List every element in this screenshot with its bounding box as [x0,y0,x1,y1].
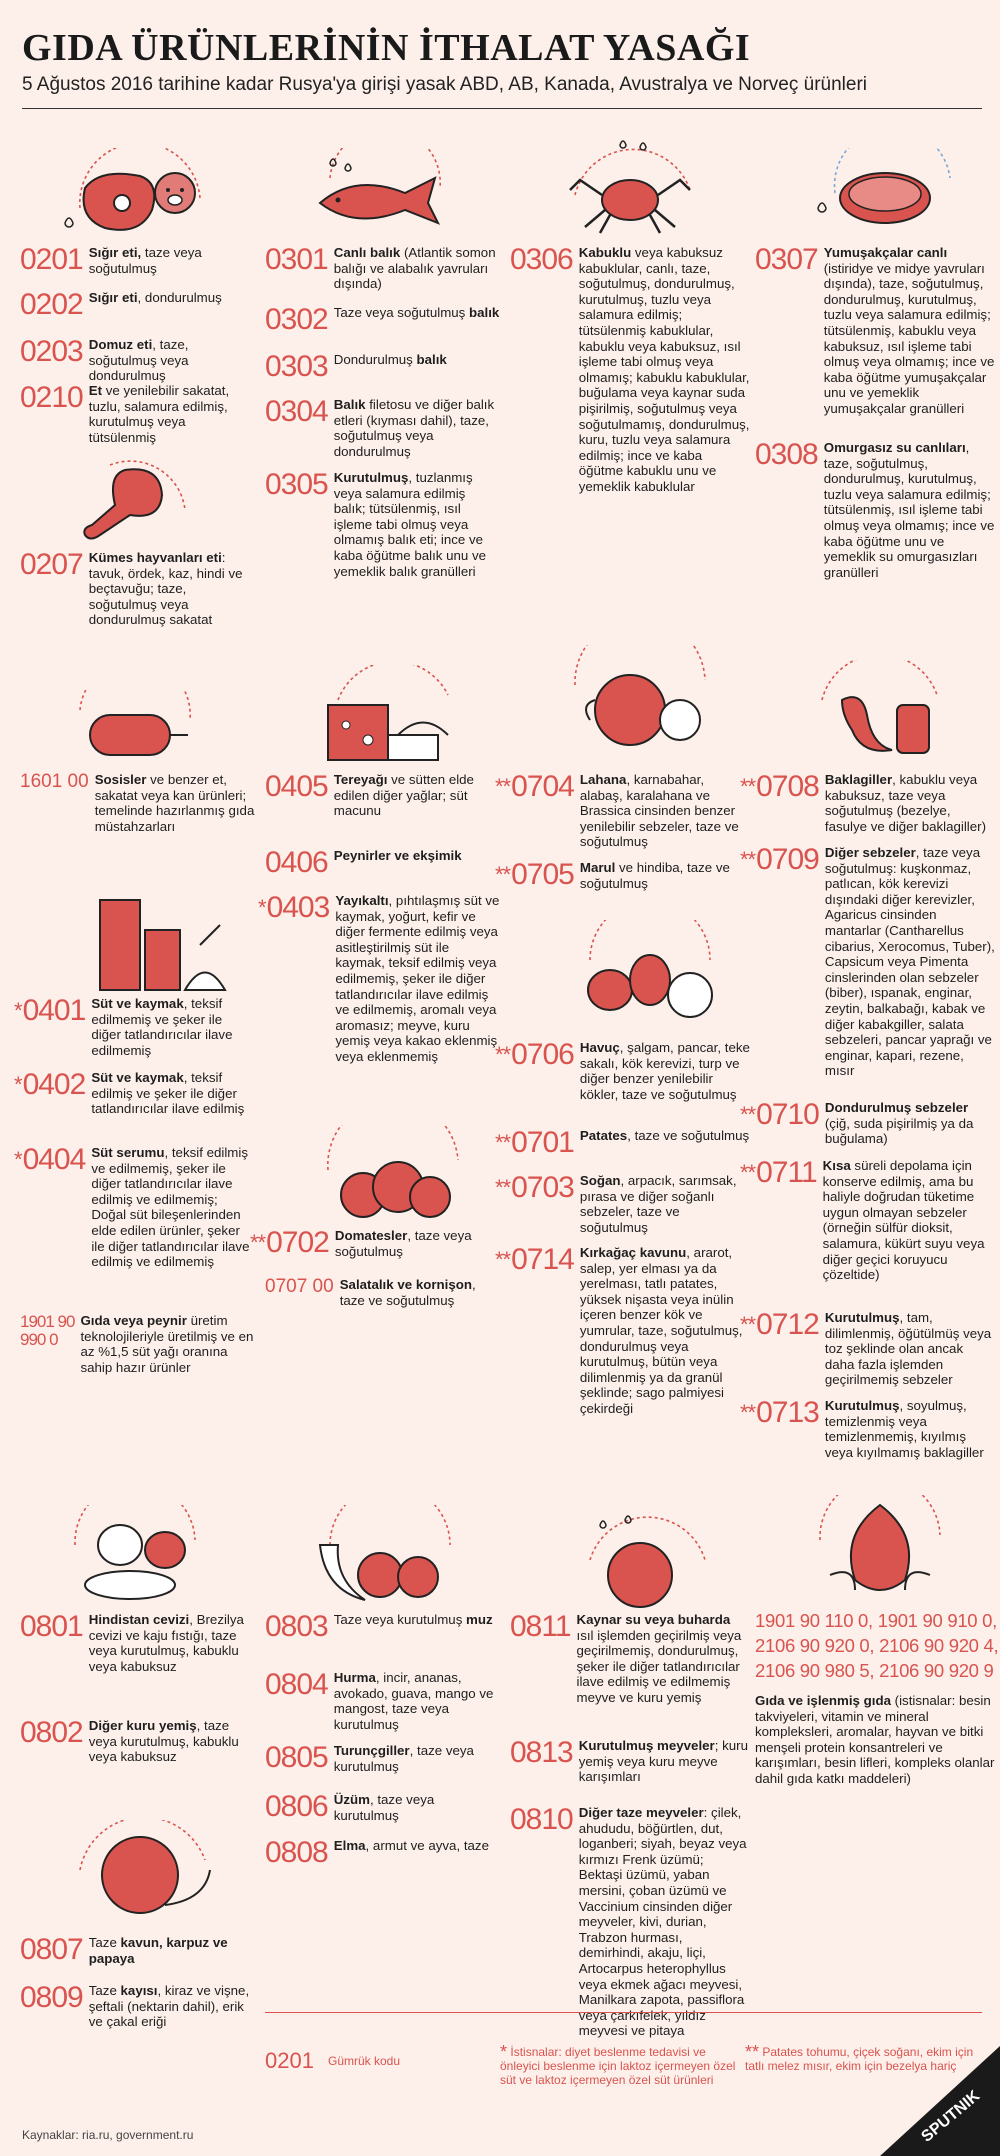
item-description: Kısa süreli depolama için konserve edilmiş, ama bu haliyle doğrudan tüketime uygun olmayan sebzeler (örneğin sülfür dioksit, salamura, kükürt suyu veya diğer geçici koruyucu çözeltide) [822,1158,985,1283]
item-description: Gıda veya peynir üretim teknolojileriyle üretilmiş ve en az %1,5 süt yağı oranına sahip hazır ürünler [80,1313,254,1375]
item-description: Lahana, karnabahar, alabaş, karalahana ve Brassica cinsinden benzer yenilebilir sebzeler, taze ve soğutulmuş [579,772,739,850]
meat-icon [60,148,210,248]
item-0302 [265,305,500,335]
item-0207 [20,550,255,628]
customs-code: 0203 [20,335,83,368]
item-description: Sosisler ve benzer et, sakatat veya kan ürünleri; temelinde hazırlanmış gıda müstahzarları [94,772,255,834]
item-description: Marul ve hindiba, taze ve soğutulmuş [579,860,730,891]
customs-code: 1601 00 [20,771,89,792]
fruits-icon [310,1505,460,1610]
cheese-icon [318,665,468,765]
item-description: Kümes hayvanları eti: tavuk, ördek, kaz, hindi ve beçtavuğu; taze, soğutulmuş veya dondurulmuş sakatat [88,550,243,628]
item-description: Soğan, arpacık, sarımsak, pırasa ve diğer soğanlı sebzeler, taze ve soğutulmuş [579,1173,737,1235]
item-0706 [495,1040,750,1102]
item-description: Hindistan cevizi, Brezilya cevizi ve kaju fıstığı, taze veya kurutulmuş, kabuklu veya kabuksuz [88,1612,244,1674]
item-description: Balık filetosu ve diğer balık etleri (kıyması dahil), taze, soğutulmuş veya dondurulmuş [333,397,495,459]
customs-code: 0405 [265,770,328,803]
item-1601-00 [20,772,255,834]
customs-code: 0707 00 [265,1276,334,1297]
item-description: Et ve yenilebilir sakatat, tuzlu, salamura edilmiş, kurutulmuş veya tütsülenmiş [88,383,230,445]
customs-code: 0808 [265,1836,328,1869]
item-0710 [740,1100,995,1147]
customs-code: **0709 [740,843,819,876]
item-0711 [740,1158,995,1283]
item-description: Diğer sebzeler, taze veya soğutulmuş: kuşkonmaz, patlıcan, kök kerevizi dışındaki diğer kerevizler, Agaricus cinsinden mantarlar (Cantharellus cibarius, Xerocomus, Tuber), Capsicum veya Pimenta cinslerinden olan sebzeler (biber), ıspanak, enginar, zeytin, balkabağı, kabak ve diğer kabakgiller, salata sebzeleri, pancar yaprağı ve enginar, kapari, rezene, mısır [824,845,995,1079]
item-0704 [495,772,750,850]
customs-code: 0810 [510,1803,573,1836]
vegetables-icon [560,645,720,755]
customs-code: 1901 90 110 0, 1901 90 910 0, [755,1610,997,1631]
item-0307 [755,245,995,417]
tomatoes-icon [318,1125,468,1225]
customs-code: 0305 [265,468,328,501]
item-description: Taze veya soğutulmuş balık [333,305,500,320]
item-0201 [20,245,255,276]
item-description: Hurma, incir, ananas, avokado, guava, mango ve mangost, taze veya kurutulmuş [333,1670,494,1732]
item-0202 [20,290,255,320]
item-1901-90 [20,1313,255,1375]
item-description: Salatalık ve kornişon, taze ve soğutulmuş [339,1277,476,1308]
legend-text: Gümrük kodu [328,2054,401,2068]
customs-code: 0803 [265,1610,328,1643]
legumes-icon [812,660,952,760]
item-0804 [265,1670,500,1732]
page-subtitle: 5 Ağustos 2016 tarihine kadar Rusya'ya girişi yasak ABD, AB, Kanada, Avustralya ve Norveç ürünleri [22,74,868,95]
customs-code: 0202 [20,288,83,321]
item-description: Havuç, şalgam, pancar, teke sakalı, kök kerevizi, turp ve diğer benzer yenilebilir kökler, taze ve soğutulmuş [579,1040,750,1102]
customs-code: *0404 [14,1143,86,1176]
item-0811 [510,1612,750,1706]
item-description: Diğer taze meyveler: çilek, ahududu, böğürtlen, dut, loganberi; siyah, beyaz veya kırmızı Frenk üzümü; Bektaşi üzümü, yaban mersini, çoban üzümü ve Vaccinium cinsinden diğer meyveler, kivi, durian, Trabzon hurması, demirhindi, akaju, liçi, Artocarpus heterophyllus veya ekmek ağacı meyvesi, Manilkara zapota, passiflora veya çarkıfelek, yıldız meyvesi ve pitaya [578,1805,747,2039]
item-0809 [20,1983,255,2030]
item-0405 [265,772,500,819]
item-0701 [495,1128,750,1158]
customs-code: 0807 [20,1933,83,1966]
item-description: Süt serumu, teksif edilmiş ve edilmemiş, şeker ile diğer tatlandırıcılar ilave edilmiş ve edilmemiş; Doğal süt bileşenlerinden elde edilen ürünler, şeker ile diğer tatlandırıcılar ilave edilmiş ve edilmemiş [91,1145,250,1270]
customs-code: **0705 [495,858,574,891]
fish-icon [310,148,450,238]
customs-code: *0402 [14,1068,86,1101]
customs-code: 0302 [265,303,328,336]
roots-icon [570,920,730,1030]
customs-code: **0714 [495,1243,574,1276]
item-0210 [20,383,255,445]
customs-code: 0802 [20,1716,83,1749]
sausage-icon [70,690,200,780]
item-description: Kurutulmuş, tam, dilimlenmiş, öğütülmüş veya toz şeklinde olan ancak daha fazla işlemden geçirilmemiş sebzeler [824,1310,992,1388]
item-0404 [14,1145,254,1270]
customs-code: 0806 [265,1790,328,1823]
item-0810 [510,1805,750,2039]
item-0406 [265,848,500,878]
customs-code: 0201 [20,243,83,276]
customs-code: 0301 [265,243,328,276]
customs-code: 0210 [20,381,83,414]
item-0712 [740,1310,995,1388]
item-0203 [20,337,255,384]
customs-code: 0811 [510,1610,571,1643]
item-description: Baklagiller, kabuklu veya kabuksuz, taze veya soğutulmuş (bezelye, fasulye ve diğer baklagiller) [824,772,986,834]
item-description: Taze veya kurutulmuş muz [333,1612,493,1627]
item-description: Süt ve kaymak, teksif edilmemiş ve şeker ile diğer tatlandırıcılar ilave edilmemiş [91,996,233,1058]
customs-code: **0701 [495,1126,574,1159]
customs-code: **0711 [740,1156,817,1189]
item-description: Kurutulmuş, tuzlanmış veya salamura edilmiş balık; tütsülenmiş, ısıl işleme tabi olmuş veya olmamış balık eti; ince ve kaba öğütme balık unu ve yemeklik balık granülleri [333,470,487,579]
footer-divider [265,2012,982,2013]
source-credits: Kaynaklar: ria.ru, government.ru [22,2128,194,2142]
item-description: Dondurulmuş balık [333,352,447,367]
customs-code: **0704 [495,770,574,803]
item-0806 [265,1792,500,1823]
item-0714 [495,1245,750,1417]
item-description: Kırkağaç kavunu, ararot, salep, yer elması ya da yerelması, tatlı patates, yüksek nişasta veya inülin içeren benzer kök ve yumrular, taze, soğutulmuş, dondurulmuş veya kurutulmuş, bütün veya dilimlenmiş ya da granül şeklinde; sago palmiyesi çekirdeği [579,1245,743,1416]
customs-code: 0801 [20,1610,83,1643]
item-description: Dondurulmuş sebzeler (çiğ, suda pişirilmiş ya da buğulama) [824,1100,974,1147]
milk-icon [90,885,230,995]
customs-code: 0813 [510,1736,573,1769]
customs-code: *0401 [14,994,86,1027]
item-description: Kaynar su veya buharda ısıl işlemden geçirilmiş veya geçirilmemiş, dondurulmuş, şeker ile diğer tatlandırıcılar ilave edilmiş ve edilmemiş meyve ve kuru yemiş [576,1612,742,1705]
customs-code: **0708 [740,770,819,803]
item-0301 [265,245,500,292]
customs-code: 1901 90 990 0 [20,1312,75,1349]
item-description: Domuz eti, taze, soğutulmuş veya dondurulmuş [88,337,189,384]
item-0713 [740,1398,995,1460]
customs-code: 0308 [755,438,818,471]
item-0709 [740,845,995,1079]
customs-code: 0805 [265,1741,328,1774]
item-0708 [740,772,995,834]
berries-icon [570,1505,720,1610]
item-description: Canlı balık (Atlantik somon balığı ve alabalık yavruları dışında) [333,245,496,292]
item-description: Domatesler, taze veya soğutulmuş [334,1228,472,1259]
item-0401 [14,996,254,1058]
item-description: Gıda ve işlenmiş gıda (istisnalar: besin takviyeleri, vitamin ve mineral kompleksleri, aromalar, hayvan ve bitki menşeli protein konsantreleri ve karışımları, besin lifleri, kompleks olanlar dahil gıda katkı maddeleri) [755,1693,995,1786]
item-0705 [495,860,750,891]
customs-code: 0306 [510,243,573,276]
item-0304 [265,397,500,459]
item-description: Patates, taze ve soğutulmuş [579,1128,750,1143]
nuts-icon [65,1505,205,1605]
customs-code: **0706 [495,1038,574,1071]
item-description: Sığır eti, taze veya soğutulmuş [88,245,202,276]
customs-code: 0804 [265,1668,328,1701]
item-0707-00 [265,1277,500,1308]
footnote-single: * İstisnalar: diyet beslenme tedavisi ve önleyici beslenme için laktoz içermeyen özel süt ve laktoz içermeyen özel süt ürünleri [500,2042,736,2087]
item-0303 [265,352,500,382]
item-description: Kurutulmuş, soyulmuş, temizlenmiş veya temizlenmemiş, kıyılmış veya kıyılmamış baklagiller [824,1398,984,1460]
item-0813 [510,1738,750,1785]
header-divider [22,108,982,109]
item-0802 [20,1718,255,1765]
item-description: Diğer kuru yemiş, taze veya kurutulmuş, kabuklu veya kabuksuz [88,1718,239,1765]
item-description: Taze kayısı, kiraz ve vişne, şeftali (nektarin dahil), erik ve çakal eriği [88,1983,250,2030]
item-0801 [20,1612,255,1674]
footnote-double: ** Patates tohumu, çiçek soğanı, ekim için tatlı melez mısır, ekim için bezelya hariç [745,2042,974,2073]
item-description: Taze kavun, karpuz ve papaya [88,1935,228,1966]
item-description: Turunçgiller, taze veya kurutulmuş [333,1743,474,1774]
customs-code: **0712 [740,1308,819,1341]
item-description: Kabuklu veya kabuksuz kabuklular, canlı, taze, soğutulmuş, dondurulmuş, kurutulmuş, tuzlu veya salamura edilmiş; tütsülenmiş kabuklular, kabuklu veya kabuksuz, ısıl işleme tabi olmuş veya olmamış; kabuklu kabuklular, buğulama veya kaynar suda pişirilmiş, soğutulmuş veya soğutulmamış, dondurulmuş, kuru, tuzlu veya salamura edilmiş; ince ve kaba öğütme kabuklu unu ve yemeklik kabuklular [578,245,750,494]
item-description: Süt ve kaymak, teksif edilmiş ve şeker ile diğer tatlandırıcılar ilave edilmiş [91,1070,245,1117]
customs-code: 0307 [755,243,818,276]
item-0403 [258,893,500,1065]
item-0306 [510,245,750,495]
item-0803 [265,1612,500,1642]
item-description: Yayıkaltı, pıhtılaşmış süt ve kaymak, yoğurt, kefir ve diğer fermente edilmiş veya asitleştirilmiş süt ile kaymak, teksif edilmiş veya edilmemiş, şeker ile diğer tatlandırıcılar ilave edilmiş ve edilmemiş, aromalı veya aromasız; meyve, kuru yemiş veya kakao eklenmiş veya eklenmemiş [335,893,500,1064]
melon-icon [75,1820,215,1920]
item-description: Sığır eti, dondurulmuş [88,290,222,305]
item-0308 [755,440,995,580]
item-2106 [755,1608,999,1787]
customs-code: **0703 [495,1171,574,1204]
customs-code: 0207 [20,548,83,581]
item-description: Elma, armut ve ayva, taze [333,1838,489,1853]
customs-code: **0713 [740,1396,819,1429]
customs-code: **0702 [250,1226,329,1259]
item-0807 [20,1935,255,1966]
item-description: Yumuşakçalar canlı (istiridye ve midye yavruları dışında), taze, soğutulmuş, dondurulmuş, kurutulmuş, tuzlu veya salamura edilmiş; tütsülenmiş, kabuklu veya kabuksuz, ısıl işleme tabi olmuş veya olmamış; ince ve kaba öğütme yumuşakçalar unu ve yemeklik yumuşakçalar granülleri [823,245,995,416]
crab-icon [560,135,700,240]
item-0305 [265,470,500,579]
customs-code: 0406 [265,846,328,879]
customs-code: 2106 90 980 5, 2106 90 920 9 [755,1660,994,1681]
logo-text: SPUTNIK [918,2087,983,2146]
poultry-icon [70,450,190,550]
item-description: Üzüm, taze veya kurutulmuş [333,1792,435,1823]
shell-icon [810,148,960,238]
item-0402 [14,1070,254,1117]
item-0702 [250,1228,500,1259]
customs-code: 2106 90 920 0, 2106 90 920 4, [755,1635,999,1656]
item-0808 [265,1838,500,1868]
legend-code: 0201 [265,2048,314,2073]
customs-code: 0304 [265,395,328,428]
item-description: Omurgasız su canlıları, taze, soğutulmuş, dondurulmuş, kurutulmuş, tuzlu veya salamura edilmiş; tütsülenmiş, ısıl işleme tabi olmuş veya olmamış; ince ve kaba öğütme unu ve yemeklik su omurgasızları granülleri [823,440,995,580]
page-title: GIDA ÜRÜNLERİNİN İTHALAT YASAĞI [22,27,751,69]
item-description: Peynirler ve ekşimik [333,848,462,863]
item-0805 [265,1743,500,1774]
item-0703 [495,1173,750,1235]
customs-code-list [755,1608,999,1683]
item-description: Kurutulmuş meyveler; kuru yemiş veya kuru meyve karışımları [578,1738,748,1785]
supplement-icon [810,1495,950,1605]
item-description: Tereyağı ve sütten elde edilen diğer yağlar; süt macunu [333,772,474,819]
customs-code: **0710 [740,1098,819,1131]
customs-code: 0303 [265,350,328,383]
customs-code: 0809 [20,1981,83,2014]
customs-code: *0403 [258,891,330,924]
